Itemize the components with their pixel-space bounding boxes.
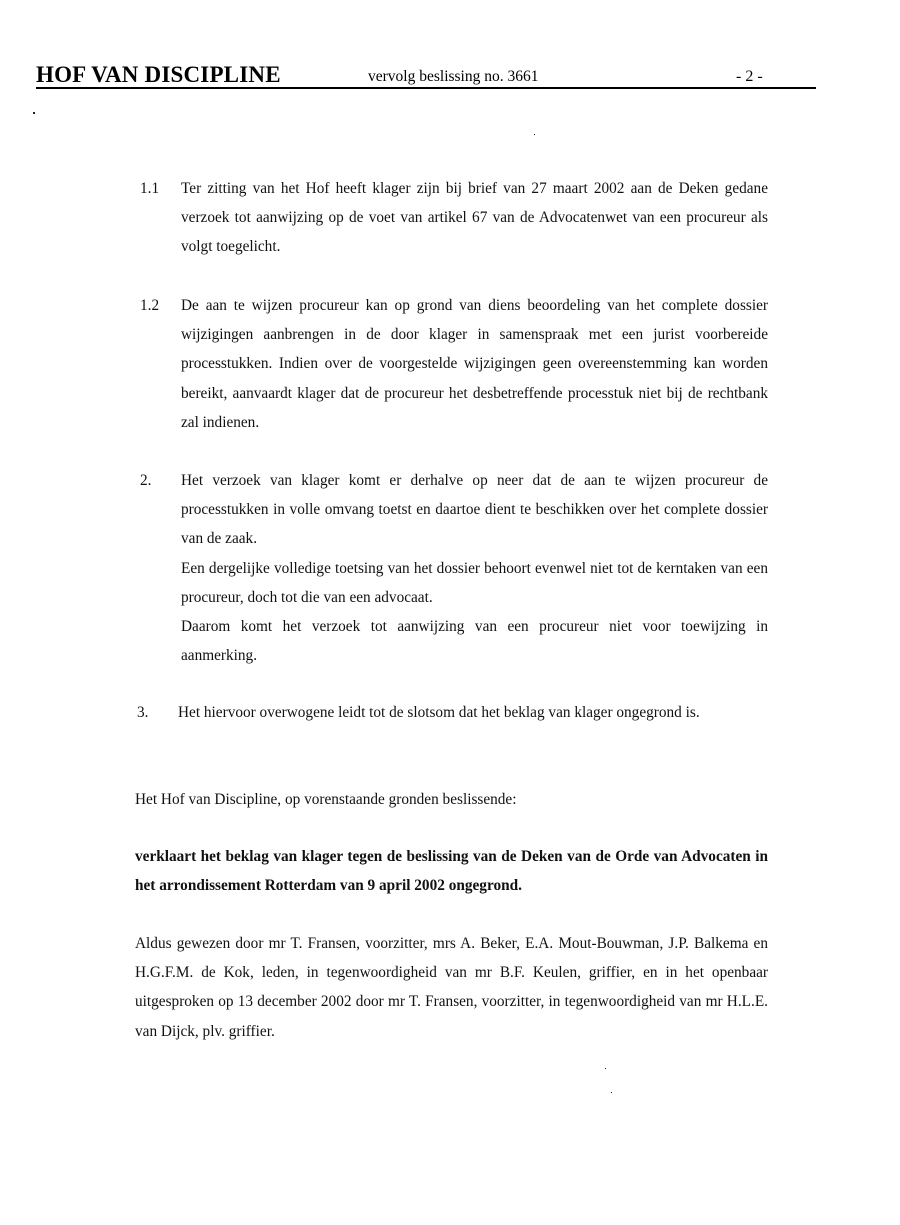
section-1-1 <box>140 174 768 262</box>
scan-speck <box>534 134 535 135</box>
header-rule <box>36 87 816 89</box>
decision-statement: verklaart het beklag van klager tegen de beslissing van de Deken van de Orde van Advocaten in het arrondissement Rotterdam van 9 april 2002 ongegrond. <box>135 848 768 895</box>
decision-intro: Het Hof van Discipline, op vorenstaande gronden beslissende: <box>135 791 517 808</box>
section-2 <box>140 466 768 670</box>
section-paragraph: Daarom komt het verzoek tot aanwijzing van een procureur niet voor toewijzing in aanmerking. <box>181 618 768 665</box>
scan-speck <box>611 1092 612 1093</box>
section-paragraph: Ter zitting van het Hof heeft klager zijn bij brief van 27 maart 2002 aan de Deken gedane verzoek tot aanwijzing op de voet van artikel 67 van de Advocatenwet van een procureur als volgt toegelicht. <box>181 180 768 256</box>
section-paragraph: Het hiervoor overwogene leidt tot de slotsom dat het beklag van klager ongegrond is. <box>178 704 700 721</box>
section-number: 1.2 <box>140 297 160 314</box>
section-1-2 <box>140 291 768 437</box>
closing-statement: Aldus gewezen door mr T. Fransen, voorzitter, mrs A. Beker, E.A. Mout-Bouwman, J.P. Balkema en H.G.F.M. de Kok, leden, in tegenwoordigheid van mr B.F. Keulen, griffier, en in het openbaar uitgesproken op 13 december 2002 door mr T. Fransen, voorzitter, in tegenwoordigheid van mr H.L.E. van Dijck, plv. griffier. <box>135 935 768 1040</box>
section-paragraph: De aan te wijzen procureur kan op grond van diens beoordeling van het complete dossier wijzigingen aanbrengen in de door klager in samenspraak met een jurist voorbereide processtukken. Indien over de voorgestelde wijzigingen geen overeenstemming kan worden bereikt, aanvaardt klager dat de procureur het desbetreffende processtuk niet bij de rechtbank zal indienen. <box>181 297 768 431</box>
page-header <box>36 62 816 90</box>
section-paragraph: Het verzoek van klager komt er derhalve op neer dat de aan te wijzen procureur de processtukken in volle omvang toetst en daartoe dient te beschikken over het complete dossier van de zaak. <box>181 472 768 548</box>
section-number: 2. <box>140 472 152 489</box>
court-name-title: HOF VAN DISCIPLINE <box>36 62 281 87</box>
section-number: 1.1 <box>140 180 160 197</box>
section-3 <box>137 698 765 727</box>
section-number: 3. <box>137 704 149 721</box>
decision-reference: vervolg beslissing no. 3661 <box>368 68 539 85</box>
scan-speck <box>33 112 35 114</box>
scan-speck <box>605 1068 606 1069</box>
page-number: - 2 - <box>736 68 763 85</box>
section-paragraph: Een dergelijke volledige toetsing van het dossier behoort evenwel niet tot de kerntaken van een procureur, doch tot die van een advocaat. <box>181 559 768 606</box>
